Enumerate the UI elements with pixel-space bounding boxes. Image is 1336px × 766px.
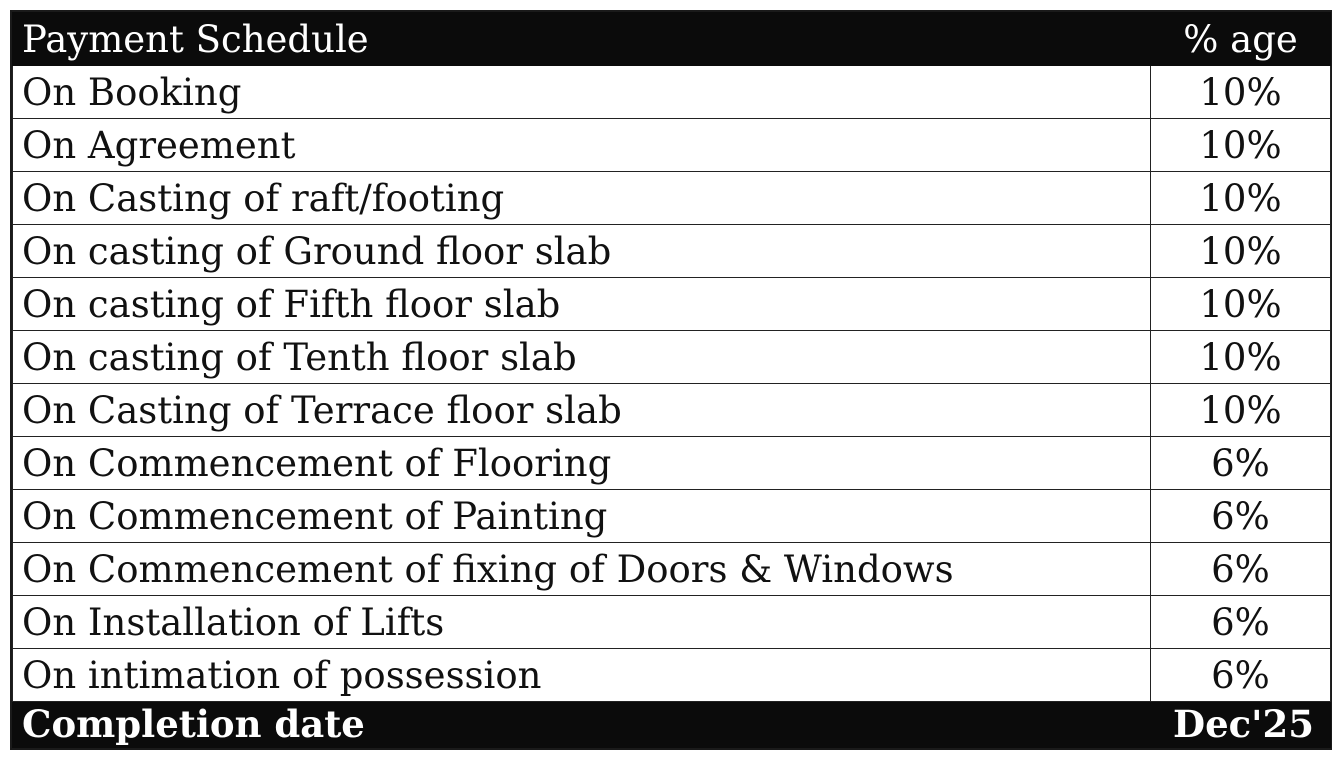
stage-cell: On Casting of Terrace floor slab	[13, 384, 1151, 437]
payment-schedule-table	[12, 12, 1331, 748]
stage-cell: On casting of Fifth floor slab	[13, 278, 1151, 331]
table-row	[13, 490, 1331, 543]
payment-schedule-header: Payment Schedule	[13, 13, 1151, 66]
stage-cell: On Installation of Lifts	[13, 596, 1151, 649]
table-row	[13, 278, 1331, 331]
table-row	[13, 384, 1331, 437]
completion-date-value: Dec'25	[1151, 702, 1331, 748]
percent-cell: 6%	[1151, 437, 1331, 490]
stage-cell: On Commencement of Painting	[13, 490, 1151, 543]
table-row	[13, 596, 1331, 649]
percent-cell: 6%	[1151, 490, 1331, 543]
stage-cell: On Commencement of Flooring	[13, 437, 1151, 490]
table-header-row	[13, 13, 1331, 66]
percent-cell: 6%	[1151, 543, 1331, 596]
payment-schedule-table-wrapper	[10, 10, 1332, 750]
completion-row	[13, 702, 1331, 748]
percent-cell: 10%	[1151, 66, 1331, 119]
stage-cell: On casting of Tenth floor slab	[13, 331, 1151, 384]
stage-cell: On Casting of raft/footing	[13, 172, 1151, 225]
percent-cell: 10%	[1151, 278, 1331, 331]
table-row	[13, 437, 1331, 490]
percent-cell: 10%	[1151, 384, 1331, 437]
table-row	[13, 649, 1331, 702]
percent-cell: 6%	[1151, 596, 1331, 649]
stage-cell: On casting of Ground floor slab	[13, 225, 1151, 278]
percentage-header: % age	[1151, 13, 1331, 66]
completion-date-label: Completion date	[13, 702, 1151, 748]
percent-cell: 10%	[1151, 119, 1331, 172]
stage-cell: On intimation of possession	[13, 649, 1151, 702]
stage-cell: On Booking	[13, 66, 1151, 119]
table-row	[13, 331, 1331, 384]
stage-cell: On Agreement	[13, 119, 1151, 172]
percent-cell: 6%	[1151, 649, 1331, 702]
stage-cell: On Commencement of fixing of Doors & Windows	[13, 543, 1151, 596]
table-row	[13, 66, 1331, 119]
table-row	[13, 543, 1331, 596]
table-row	[13, 119, 1331, 172]
percent-cell: 10%	[1151, 331, 1331, 384]
percent-cell: 10%	[1151, 172, 1331, 225]
table-row	[13, 225, 1331, 278]
percent-cell: 10%	[1151, 225, 1331, 278]
table-row	[13, 172, 1331, 225]
